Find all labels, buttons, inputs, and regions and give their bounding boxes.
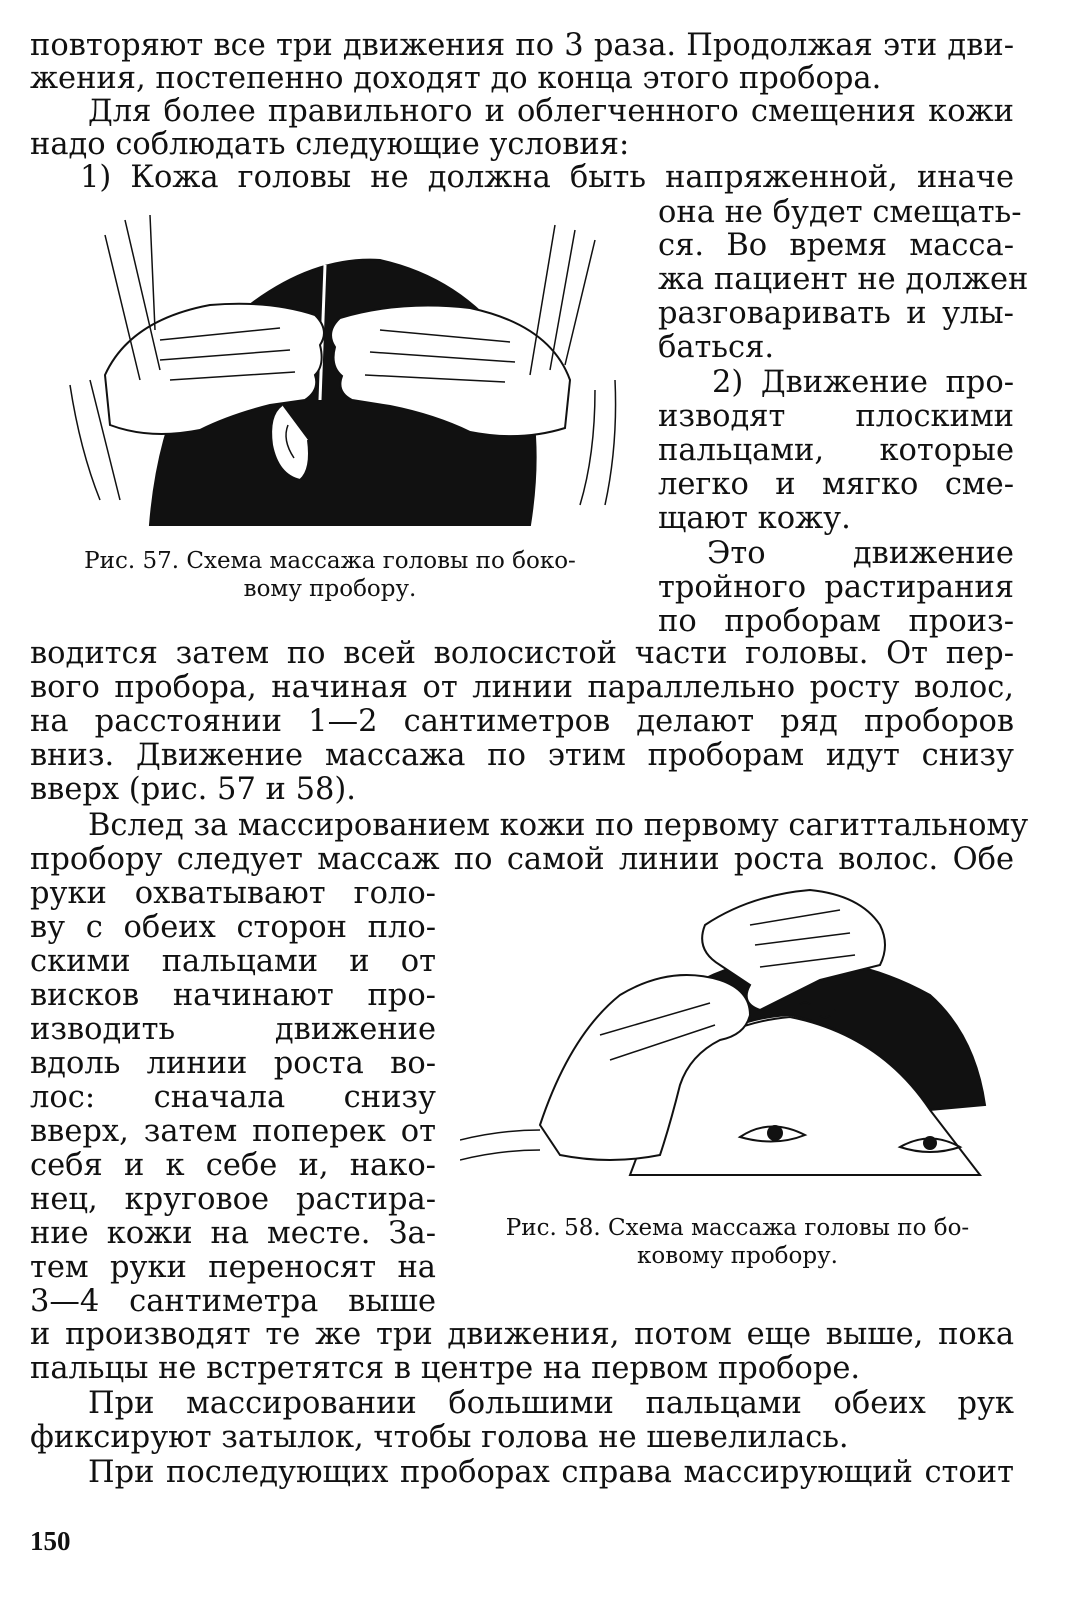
figure-58-illustration bbox=[460, 885, 1015, 1180]
text-line: фиксируют затылок, чтобы голова не шевелилась. bbox=[30, 1420, 849, 1455]
text-line: пальцы не встретятся в центре на первом проборе. bbox=[30, 1351, 861, 1386]
text-line: Вслед за массированием кожи по первому сагиттальному bbox=[88, 808, 1029, 843]
text-line: 3—4 сантиметра выше bbox=[30, 1284, 436, 1319]
page-number: 150 bbox=[30, 1526, 71, 1556]
text-line: жа пациент не должен bbox=[658, 262, 1029, 297]
text-line: тройного растирания bbox=[658, 570, 1014, 605]
figure-57-caption: Рис. 57. Схема массажа головы по боко- bbox=[84, 548, 576, 574]
text-line: на расстоянии 1—2 сантиметров делают ряд проборов bbox=[30, 704, 1014, 739]
text-line: водится затем по всей волосистой части головы. От пер- bbox=[30, 636, 1014, 671]
text-line: нец, круговое растира- bbox=[30, 1182, 436, 1217]
figure-57-caption: вому пробору. bbox=[243, 576, 417, 602]
text-line: вого пробора, начиная от линии параллельно росту волос, bbox=[30, 670, 1014, 705]
text-line: ся. Во время масса- bbox=[658, 228, 1014, 263]
text-line: ние кожи на месте. За- bbox=[30, 1216, 436, 1251]
text-line: вверх (рис. 57 и 58). bbox=[30, 772, 356, 807]
text-line: вдоль линии роста во- bbox=[30, 1046, 436, 1081]
text-line: висков начинают про- bbox=[30, 978, 436, 1013]
text-line: При массировании большими пальцами обеих рук bbox=[88, 1386, 1014, 1421]
text-line: пальцами, которые bbox=[658, 433, 1014, 468]
text-line: себя и к себе и, нако- bbox=[30, 1148, 436, 1183]
text-line: скими пальцами и от bbox=[30, 944, 436, 979]
text-line: ву с обеих сторон пло- bbox=[30, 910, 436, 945]
text-line: пробору следует массаж по самой линии роста волос. Обе bbox=[30, 842, 1014, 877]
text-line: вниз. Движение массажа по этим проборам идут снизу bbox=[30, 738, 1014, 773]
text-line: руки охватывают голо- bbox=[30, 876, 436, 911]
text-line: 1) Кожа головы не должна быть напряженной, иначе bbox=[80, 160, 1014, 195]
text-line: Для более правильного и облегченного смещения кожи bbox=[88, 94, 1014, 129]
text-line: легко и мягко сме- bbox=[658, 467, 1014, 502]
text-line: баться. bbox=[658, 330, 775, 365]
text-line: тем руки переносят на bbox=[30, 1250, 436, 1285]
figure-58-caption: Рис. 58. Схема массажа головы по бо- bbox=[505, 1215, 970, 1241]
figure-57-illustration bbox=[50, 200, 630, 530]
figure-58-caption: ковому пробору. bbox=[637, 1243, 838, 1269]
text-line: вверх, затем поперек от bbox=[30, 1114, 436, 1149]
text-line: щают кожу. bbox=[658, 501, 851, 536]
text-line: по проборам произ- bbox=[658, 604, 1014, 639]
text-line: жения, постепенно доходят до конца этого пробора. bbox=[30, 61, 882, 96]
text-line: изводить движение bbox=[30, 1012, 436, 1047]
text-line: При последующих проборах справа массирующий стоит bbox=[88, 1455, 1014, 1490]
text-line: 2) Движение про- bbox=[712, 365, 1014, 400]
text-line: и производят те же три движения, потом еще выше, пока bbox=[30, 1317, 1014, 1352]
text-line: лос: сначала снизу bbox=[30, 1080, 436, 1115]
text-line: надо соблюдать следующие условия: bbox=[30, 127, 630, 162]
text-line: она не будет смещать- bbox=[658, 195, 1022, 230]
text-line: Это движение bbox=[707, 536, 1014, 571]
text-line: разговаривать и улы- bbox=[658, 296, 1014, 331]
text-line: повторяют все три движения по 3 раза. Продолжая эти дви- bbox=[30, 28, 1014, 63]
text-line: изводят плоскими bbox=[658, 399, 1014, 434]
